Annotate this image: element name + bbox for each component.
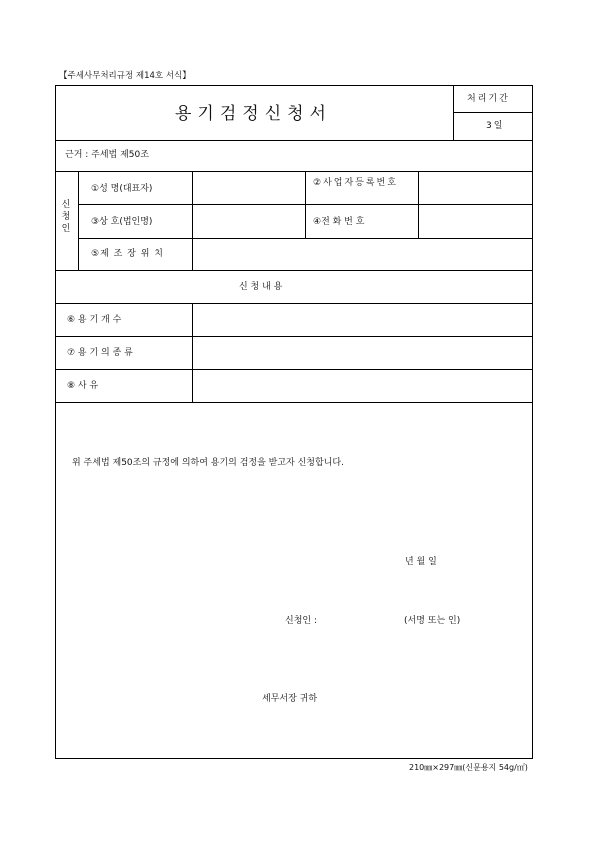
paper-spec: 210㎜×297㎜(신문용지 54g/㎡) <box>409 763 528 772</box>
form-caption: 【주세사무처리규정 제14호 서식】 <box>59 71 191 81</box>
processing-period-value: 3일 <box>486 121 505 131</box>
content-header: 신 청 내 용 <box>239 282 283 292</box>
container-type-label: ⑦ 용 기 의 종 류 <box>67 348 133 358</box>
container-count-label: ⑥ 용 기 개 수 <box>67 315 122 325</box>
addressee: 세무서장 귀하 <box>262 694 318 704</box>
phone-label: ④전 화 번 호 <box>313 217 365 227</box>
reason-label: ⑧ 사 유 <box>67 381 99 391</box>
processing-period-label: 처리기간 <box>467 94 510 104</box>
signer-label: 신청인 : <box>285 616 317 626</box>
business-number-label: ②사업자등록번호 <box>313 178 398 188</box>
date-line: 년 월 일 <box>405 557 437 567</box>
application-statement: 위 주세법 제50조의 규정에 의하여 용기의 검정을 받고자 신청합니다. <box>72 458 344 468</box>
trade-name-label: ③상 호(법인명) <box>91 217 153 227</box>
signature-note: (서명 또는 인) <box>404 616 461 626</box>
name-label: ①성 명(대표자) <box>91 184 153 194</box>
page-title: 용기검정신청서 <box>175 104 332 124</box>
factory-location-label: ⑤제 조 장 위 치 <box>91 249 164 259</box>
applicant-section-label: 신청인 <box>61 200 71 234</box>
legal-basis: 근거 : 주세법 제50조 <box>65 150 149 160</box>
